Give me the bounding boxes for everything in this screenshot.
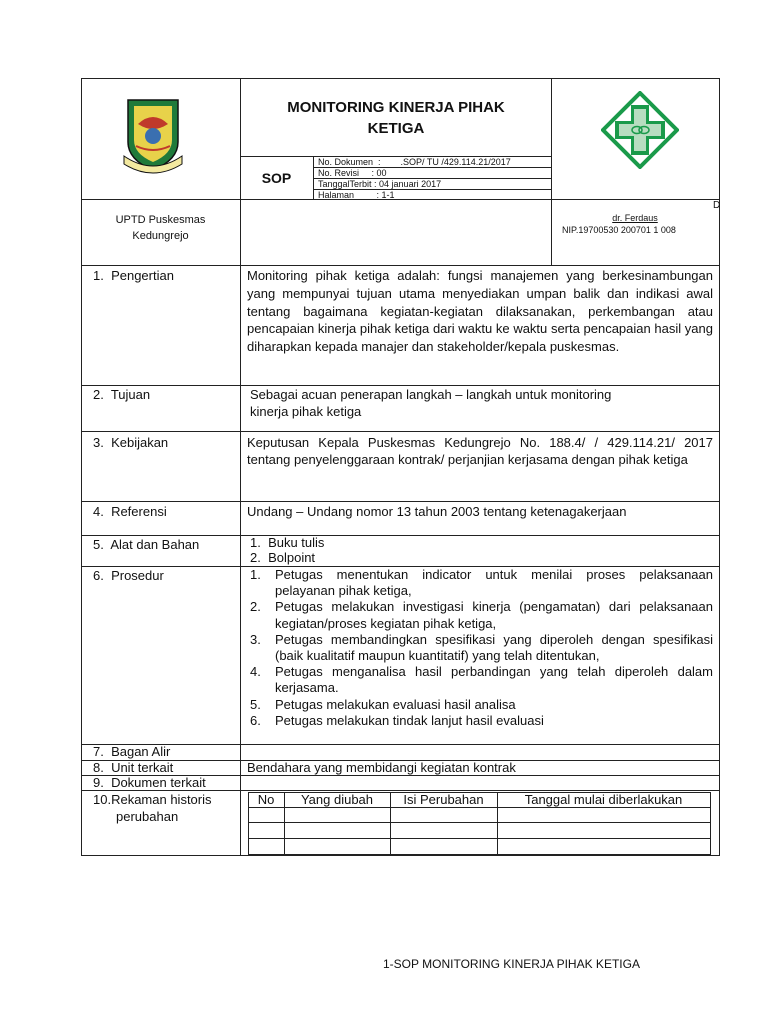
page-footer: 1-SOP MONITORING KINERJA PIHAK KETIGA: [383, 957, 640, 971]
table-header-isi-perubahan: Isi Perubahan: [403, 792, 484, 807]
meta-no-dokumen: No. Dokumen : .SOP/ TU /429.114.21/2017: [318, 157, 511, 167]
document-title: [240, 97, 552, 139]
corner-letter: D: [713, 200, 721, 211]
prosedur-step: 6. Petugas melakukan tindak lanjut hasil evaluasi: [250, 713, 713, 729]
rekaman-label-line-2: perubahan: [116, 809, 179, 824]
label-kebijakan: 3. Kebijakan: [93, 435, 169, 450]
org-line-2: Kedungrejo: [132, 230, 189, 242]
prosedur-step-text: Petugas melakukan tindak lanjut hasil evaluasi: [275, 712, 544, 728]
table-header-tanggal: Tanggal mulai diberlakukan: [524, 792, 683, 807]
prosedur-step: 4. Petugas menganalisa hasil perbandingan yang telah diperoleh dalam kerjasama.: [250, 664, 713, 696]
rekaman-label-line-1: 10.Rekaman historis: [93, 792, 212, 807]
puskesmas-logo: [601, 91, 679, 169]
signer-name: dr. Ferdaus: [612, 213, 658, 223]
label-pengertian: 1. Pengertian: [93, 268, 174, 283]
alat-item: 2. Bolpoint: [250, 550, 316, 565]
prosedur-step: 1. Petugas menentukan indicator untuk menilai proses pelaksanaan pelayanan pihak ketiga,: [250, 567, 713, 599]
label-bagan-alir: 7. Bagan Alir: [93, 744, 171, 759]
table-header-no: No: [257, 792, 275, 807]
meta-tanggal-terbit: TanggalTerbit : 04 januari 2017: [318, 179, 442, 189]
prosedur-step: 2. Petugas melakukan investigasi kinerja (pengamatan) dari pelaksanaan kegiatan/proses kegiatan pihak ketiga,: [250, 599, 713, 631]
alat-item: 1. Buku tulis: [250, 535, 325, 550]
prosedur-step: 5. Petugas melakukan evaluasi hasil analisa: [250, 697, 713, 713]
title-line-1: MONITORING KINERJA PIHAK: [287, 99, 505, 116]
label-prosedur: 6. Prosedur: [93, 568, 164, 583]
label-alat-bahan: 5. Alat dan Bahan: [93, 537, 200, 552]
regency-emblem: [122, 94, 184, 176]
label-referensi: 4. Referensi: [93, 504, 167, 519]
label-unit-terkait: 8. Unit terkait: [93, 760, 174, 775]
tujuan-line-2: kinerja pihak ketiga: [250, 404, 362, 419]
prosedur-step-text: Petugas membandingkan spesifikasi yang diperoleh dengan spesifikasi (baik kualitatif maupun kuantitatif) yang telah ditentukan,: [275, 631, 713, 664]
sop-label: SOP: [261, 170, 292, 186]
meta-no-revisi: No. Revisi : 00: [318, 168, 387, 178]
prosedur-step-text: Petugas melakukan investigasi kinerja (pengamatan) dari pelaksanaan kegiatan/proses kegiatan pihak ketiga,: [275, 599, 713, 631]
meta-halaman: Halaman : 1-1: [318, 190, 395, 200]
alat-list: [250, 535, 324, 565]
label-rekaman-historis: [93, 791, 212, 825]
title-line-2: KETIGA: [367, 120, 425, 137]
label-dokumen-terkait: 9. Dokumen terkait: [93, 775, 206, 790]
org-line-1: UPTD Puskesmas: [115, 214, 206, 226]
table-header-yang-diubah: Yang diubah: [300, 792, 374, 807]
tujuan-line-1: Sebagai acuan penerapan langkah – langkah untuk monitoring: [250, 387, 612, 402]
label-tujuan: 2. Tujuan: [93, 387, 151, 402]
text-pengertian: Monitoring pihak ketiga adalah: fungsi manajemen yang berkesinambungan yang mempunyai tujuan utama menyediakan umpan balik dan indikasi awal tentang bagaimana kegiatan-kegiatan dilaksanakan, perkembangan atau pencapaian kinerja pihak ketiga dari waktu ke waktu serta pencapaian hasil yang diharapkan kepada manajer dan stakeholder/kepala puskesmas.: [247, 268, 713, 355]
prosedur-step-text: Petugas menentukan indicator untuk menilai proses pelaksanaan pelayanan pihak ketiga,: [275, 567, 713, 599]
prosedur-step-text: Petugas melakukan evaluasi hasil analisa: [275, 696, 516, 712]
text-kebijakan: Keputusan Kepala Puskesmas Kedungrejo No. 188.4/ / 429.114.21/ 2017 tentang penyelenggaraan kontrak/ perjanjian kerjasama dengan pihak ketiga: [247, 435, 713, 467]
prosedur-steps: [250, 567, 713, 729]
organization-name: [81, 212, 240, 244]
prosedur-step: 3. Petugas membandingkan spesifikasi yang diperoleh dengan spesifikasi (baik kualitatif maupun kuantitatif) yang telah ditentukan,: [250, 631, 713, 664]
prosedur-step-text: Petugas menganalisa hasil perbandingan yang telah diperoleh dalam kerjasama.: [275, 664, 713, 696]
text-unit-terkait: Bendahara yang membidangi kegiatan kontrak: [247, 760, 516, 775]
signer-nip: NIP.19700530 200701 1 008: [562, 225, 676, 235]
text-tujuan: [250, 386, 710, 420]
text-referensi: Undang – Undang nomor 13 tahun 2003 tentang ketenagakerjaan: [247, 504, 627, 519]
